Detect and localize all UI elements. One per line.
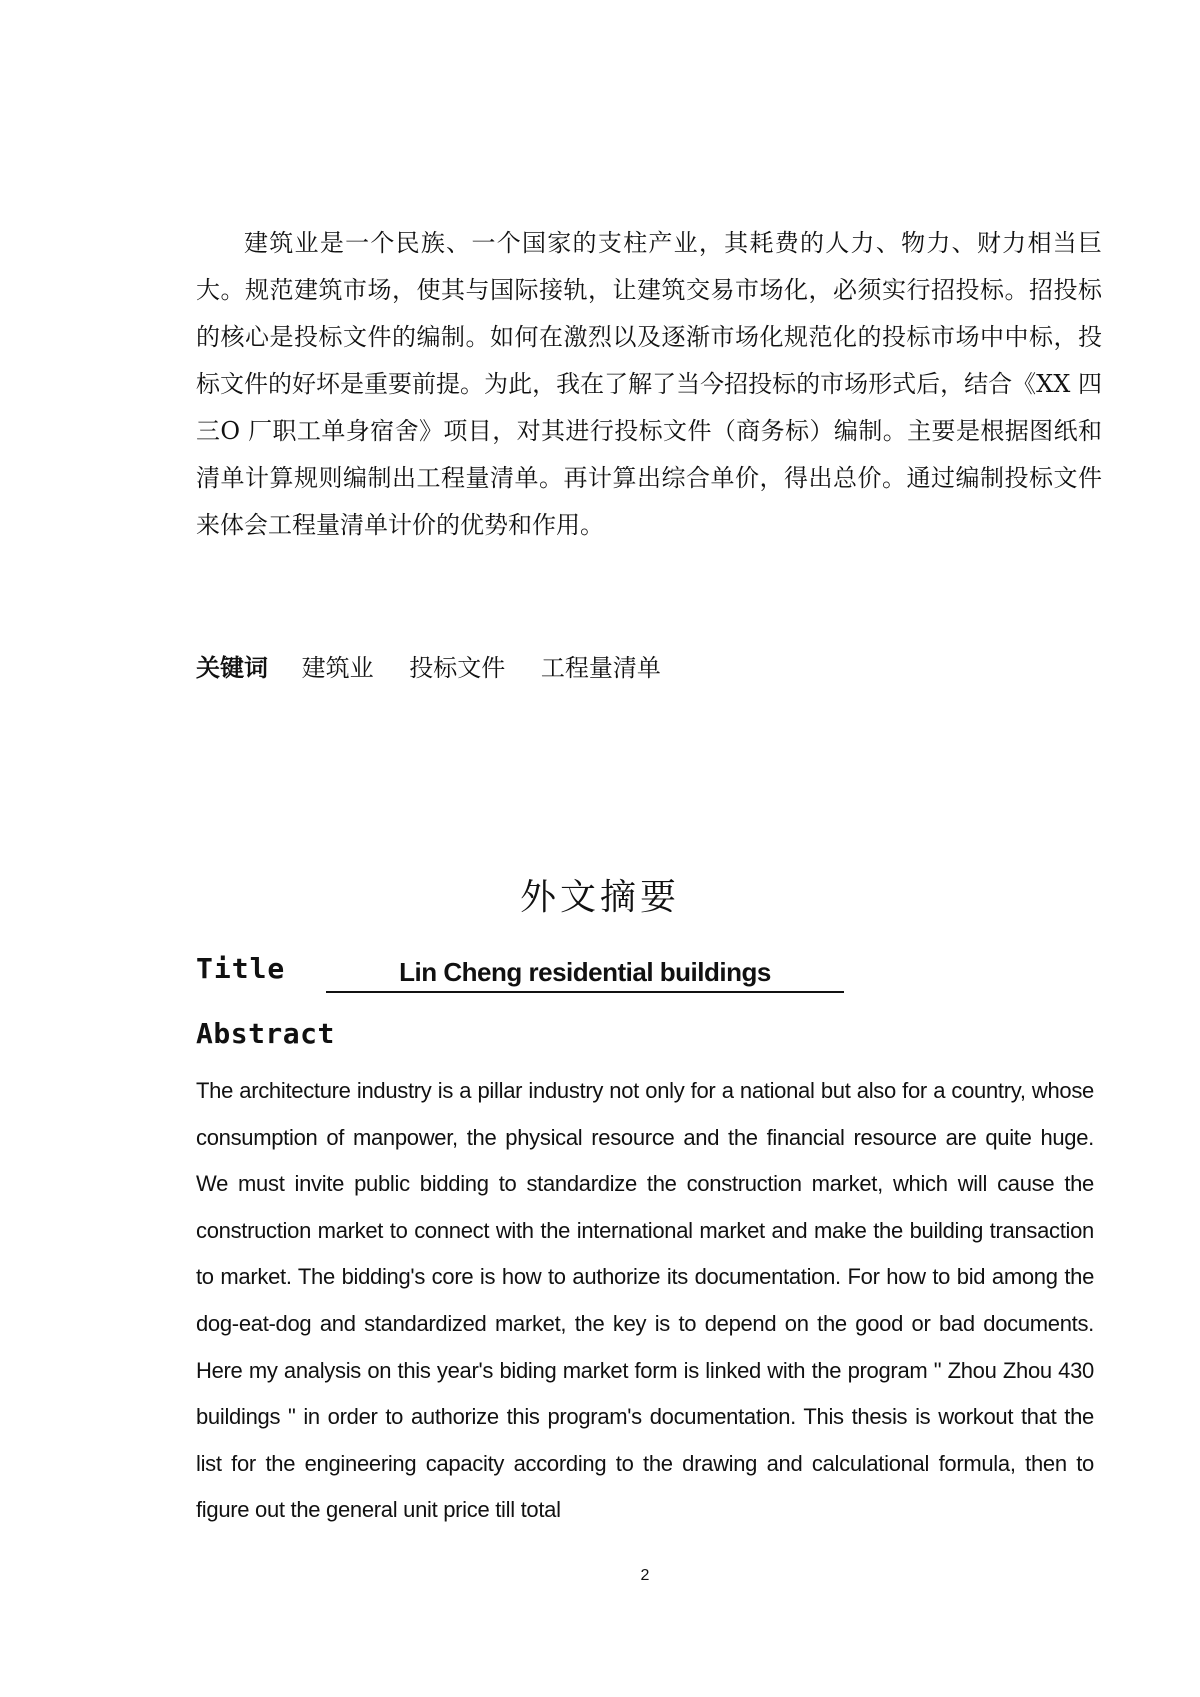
chinese-abstract-paragraph: 建筑业是一个民族、一个国家的支柱产业，其耗费的人力、物力、财力相当巨大。规范建筑市场，使其与国际接轨，让建筑交易市场化，必须实行招投标。招投标的核心是投标文件的编制。如何在激烈以及逐渐市场化规范化的投标市场中中标，投标文件的好坏是重要前提。为此，我在了解了当今招投标的市场形式后，结合《XX 四三O 厂职工单身宿舍》项目，对其进行投标文件（商务标）编制。主要是根据图纸和清单计算规则编制出工程量清单。再计算出综合单价，得出总价。通过编制投标文件来体会工程量清单计价的优势和作用。 xyxy=(196,229,1102,539)
keyword-item: 投标文件 xyxy=(409,654,506,682)
abstract-label: Abstract xyxy=(196,1017,335,1050)
english-title: Lin Cheng residential buildings xyxy=(399,957,771,987)
keywords-label: 关键词 xyxy=(196,654,268,682)
keyword-item: 工程量清单 xyxy=(540,654,661,682)
foreign-abstract-heading: 外文摘要 xyxy=(519,877,680,918)
keyword-item: 建筑业 xyxy=(301,654,374,682)
keywords-line xyxy=(196,652,689,684)
title-underline-field xyxy=(326,955,844,993)
page-number: 2 xyxy=(640,1567,650,1584)
english-abstract-paragraph: The architecture industry is a pillar industry not only for a national but also for a country, whose consumption of manpower, the physical resource and the financial resource are quite huge. We must invite public bidding to standardize the construction market, which will cause the construction market to connect with the international market and make the building transaction to market. The bidding's core is how to authorize its documentation. For how to bid among the dog-eat-dog and standardized market, the key is to depend on the good or bad documents. Here my analysis on this year's biding market form is linked with the program " Zhou Zhou 430 buildings " in order to authorize this program's documentation. This thesis is workout that the list for the engineering capacity according to the drawing and calculational formula, then to figure out the general unit price till total xyxy=(196,1078,1094,1523)
title-label: Title xyxy=(196,952,286,985)
